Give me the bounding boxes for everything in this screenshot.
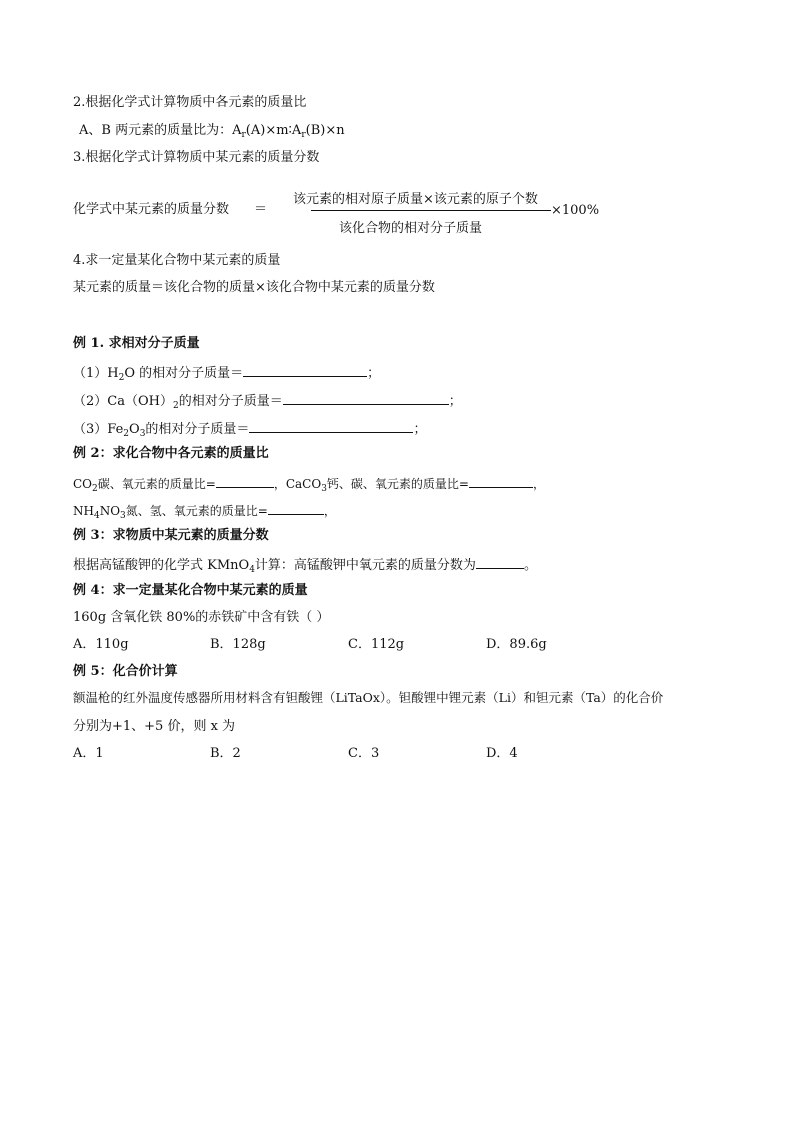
ex5-option-c[interactable]: C．3 [348, 746, 380, 761]
ex5-question-line2: 分别为+1、+5 价，则 x 为 [73, 719, 236, 734]
answer-blank[interactable] [243, 364, 367, 377]
fraction-label: 化学式中某元素的质量分数 [73, 202, 230, 217]
item2-ratio: A、B 两元素的质量比为：$A_r(A)\times m∶A_r(B)\times n$ [79, 123, 345, 140]
answer-blank[interactable] [249, 420, 413, 433]
fraction-suffix: ×100% [551, 203, 600, 218]
ex4-option-d[interactable]: D．89.6g [486, 637, 547, 652]
answer-blank[interactable] [469, 475, 533, 488]
ex1-q1: $(1)H_2O$ 的相对分子质量＝ ； [73, 366, 381, 383]
ex5-option-d[interactable]: D．4 [486, 746, 518, 761]
ex4-option-b[interactable]: B．128g [210, 637, 266, 652]
ex1-q2: $(2)Ca(OH)_2$的相对分子质量＝ ； [73, 394, 462, 411]
ex2-line1: $CO_2$碳、氧元素的质量比= ，CaCO$_3$钙、碳、氧元素的质量比= ， [73, 477, 545, 494]
ex2-title: 例 2：求化合物中各元素的质量比 [73, 446, 269, 461]
ex4-title: 例 4：求一定量某化合物中某元素的质量 [73, 583, 308, 598]
fraction-bar [311, 210, 551, 211]
ex4-option-c[interactable]: C．112g [348, 637, 405, 652]
item4-formula: 某元素的质量＝该化合物的质量×该化合物中某元素的质量分数 [73, 280, 435, 295]
ex2-line2: $NH_4NO_3$氮、氢、氧元素的质量比= ， [73, 504, 336, 521]
ex5-option-a[interactable]: A．1 [73, 746, 104, 761]
answer-blank[interactable] [268, 502, 324, 515]
ex3-text: 根据高锰酸钾的化学式 KMnO$_4$计算：高锰酸钾中氧元素的质量分数为 。 [73, 558, 537, 575]
item2-title: 2.根据化学式计算物质中各元素的质量比 [73, 95, 307, 110]
item4-title: 4.求一定量某化合物中某元素的质量 [73, 253, 281, 268]
answer-blank[interactable] [216, 475, 274, 488]
ex3-title: 例 3：求物质中某元素的质量分数 [73, 528, 269, 543]
ex4-question: 160g 含氧化铁 80%的赤铁矿中含有铁（ ） [73, 610, 330, 625]
fraction-numerator: 该元素的相对原子质量×该元素的原子个数 [293, 192, 538, 207]
fraction-equals: ＝ [254, 202, 268, 217]
ex5-title: 例 5：化合价计算 [73, 664, 178, 679]
answer-blank[interactable] [283, 392, 449, 405]
ex5-option-b[interactable]: B．2 [210, 746, 241, 761]
item3-title: 3.根据化学式计算物质中某元素的质量分数 [73, 150, 320, 165]
ex5-question-line1: 额温枪的红外温度传感器所用材料含有钽酸锂（LiTaOx）。钽酸锂中锂元素（Li）和钽元素（Ta）的化合价 [73, 690, 664, 705]
ex1-title: 例 1. 求相对分子质量 [73, 336, 200, 351]
answer-blank[interactable] [476, 556, 524, 569]
fraction-denominator: 该化合物的相对分子质量 [339, 221, 483, 236]
ex1-q3: $(3)Fe_2O_3$的相对分子质量＝ ； [73, 422, 427, 439]
ex4-option-a[interactable]: A．110g [73, 637, 129, 652]
